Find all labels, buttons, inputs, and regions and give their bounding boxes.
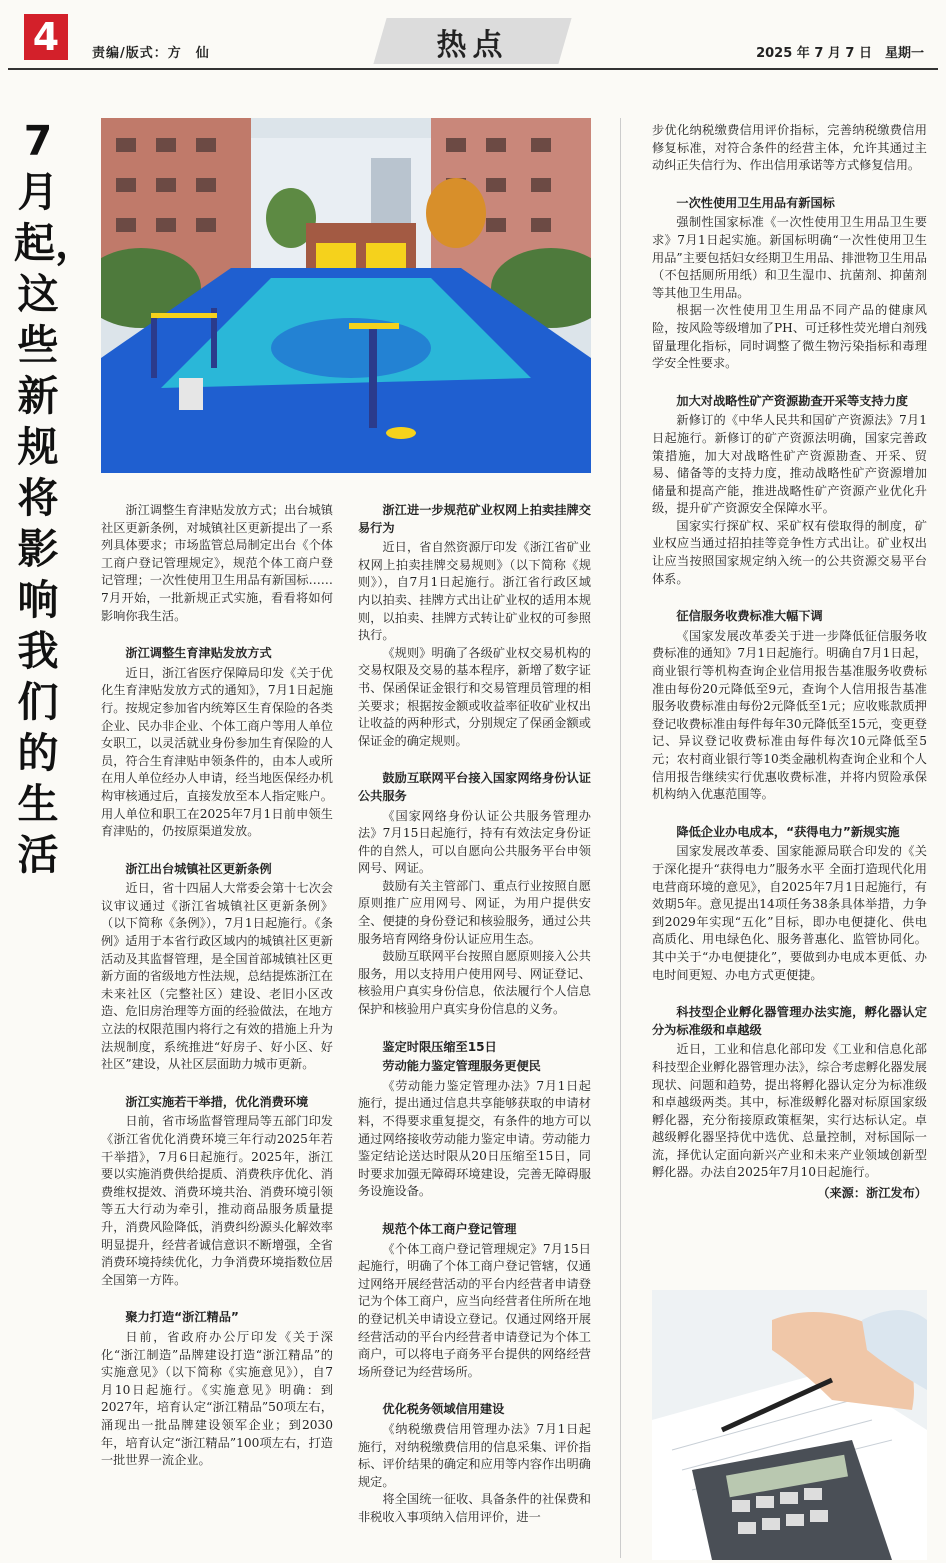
article-paragraph: 《国家发展改革委关于进一步降低征信服务收费标准的通知》7月1日起施行。明确自7月1日起，商业银行等机构查询企业信用报告基准服务收费标准由每份20元降低至9元，查询个人信用报告基准服务收费标准由每份2元降低至1元；应收账款质押登记收费标准由每件每年30元降低至15元，变更登记、异议登记收费标准由每件每次10元降低至5元；农村商业银行等10类金融机构查询企业和个人信用报告继续实行优惠收费标准，并将内贸险承保机构纳入优惠范围等。: [652, 628, 927, 802]
article-paragraph: 《国家网络身份认证公共服务管理办法》7月15日起施行，持有有效法定身份证件的自然人，可以自愿向公共服务平台申领网号、网证。: [358, 808, 591, 876]
headline-char: 这: [17, 270, 59, 318]
headline-char: 些: [17, 321, 59, 369]
calculator-photo: [652, 1290, 927, 1560]
headline-char: 生: [17, 780, 59, 828]
headline-char: 月: [17, 168, 59, 216]
article-heading: 鼓励互联网平台接入国家网络身份认证公共服务: [358, 771, 591, 803]
headline-char: 规: [17, 423, 59, 471]
page-number: 4: [24, 14, 68, 60]
article-heading: 聚力打造“浙江精品”: [125, 1310, 239, 1325]
headline-char: 影: [17, 525, 59, 573]
article-paragraph: 根据一次性使用卫生用品不同产品的健康风险，按风险等级增加了PH、可迁移性荧光增白剂残留量理化指标，同时调整了微生物污染指标和毒理学安全性要求。: [652, 303, 927, 371]
headline-char: 7: [23, 117, 53, 165]
headline-char: 的: [17, 729, 59, 777]
headline-char: 新: [17, 372, 59, 420]
article-subheading: 劳动能力鉴定管理服务更便民: [382, 1059, 541, 1074]
sports-court-photo: [101, 118, 591, 473]
article-heading: 征信服务收费标准大幅下调: [676, 609, 823, 624]
article-heading: 科技型企业孵化器管理办法实施，孵化器认定分为标准级和卓越级: [652, 1005, 927, 1037]
headline: [14, 116, 96, 881]
intro-paragraph: 浙江调整生育津贴发放方式；出台城镇社区更新条例，对城镇社区更新提出了一系列具体要求；市场监管总局制定出台《个体工商户登记管理规定》，规范个体工商户登记管理；一次性使用卫生用品有新国标……7月开始，一批新规正式实施，看看将如何影响你我生活。: [101, 503, 333, 623]
article-heading: 一次性使用卫生用品有新国标: [676, 195, 835, 210]
article-paragraph: 将全国统一征收、具备条件的社保费和非税收入事项纳入信用评价，进一: [358, 1492, 591, 1524]
article-paragraph: 《个体工商户登记管理规定》7月15日起施行，明确了个体工商户登记管辖，仅通过网络开展经营活动的平台内经营者申请登记为个体工商户，应当向经营者住所所在地的登记机关申请设立登记。仅通过网络开展经营活动的平台内经营者申请登记为个体工商户，可以将电子商务平台提供的网络经营场所登记为经营场所。: [358, 1241, 591, 1379]
editor-credit: 责编/版式：方 仙: [92, 46, 210, 61]
issue-date: 2025 年 7 月 7 日 星期一: [756, 46, 924, 61]
article-paragraph: 强制性国家标准《一次性使用卫生用品卫生要求》7月1日起实施。新国标明确“一次性使用卫生用品”主要包括妇女经期卫生用品、排泄物卫生用品（不包括厕所用纸）和卫生湿巾、抗菌剂、抑菌剂等其他卫生用品。: [652, 215, 927, 300]
continued-paragraph: 步优化纳税缴费信用评价指标，完善纳税缴费信用修复标准，对符合条件的经营主体，允许其通过主动纠正失信行为、作出信用承诺等方式修复信用。: [652, 123, 927, 173]
column-1: [101, 502, 333, 1470]
source-credit: （来源：浙江发布）: [817, 1186, 927, 1201]
headline-char: 我: [17, 627, 59, 675]
article-heading: 浙江实施若干举措，优化消费环境: [125, 1094, 309, 1109]
article-paragraph: 鼓励有关主管部门、重点行业按照自愿原则推广应用网号、网证，为用户提供安全、便捷的身份登记和核验服务，通过公共服务培育网络身份认证应用生态。: [358, 878, 591, 946]
article-heading: 浙江出台城镇社区更新条例: [125, 861, 272, 876]
article-heading: 规范个体工商户登记管理: [382, 1221, 517, 1236]
article-paragraph: 《纳税缴费信用管理办法》7月1日起施行，对纳税缴费信用的信息采集、评价指标、评价结果的确定和应用等内容作出明确规定。: [358, 1421, 591, 1489]
article-paragraph: 国家实行探矿权、采矿权有偿取得的制度，矿业权应当通过招拍挂等竞争性方式出让。矿业权出让应当按照国家规定纳入统一的公共资源交易平台体系。: [652, 518, 927, 586]
article-heading: 加大对战略性矿产资源勘查开采等支持力度: [676, 393, 908, 408]
article-heading: 降低企业办电成本，“获得电力”新规实施: [676, 824, 900, 839]
column-divider: [620, 118, 621, 1558]
article-paragraph: 《劳动能力鉴定管理办法》7月1日起施行，提出通过信息共享能够获取的申请材料，不得要求重复提交，有条件的地方可以通过网络接收劳动能力鉴定申请。劳动能力鉴定结论送达时限从20日压缩至15日，同时要求加强无障碍环境建设，完善无障碍服务设施设备。: [358, 1078, 591, 1199]
column-3: [652, 122, 927, 1201]
article-paragraph: 近日，省十四届人大常委会第十七次会议审议通过《浙江省城镇社区更新条例》（以下简称《条例》），7月1日起施行。《条例》适用于本省行政区域内的城镇社区更新活动及其监督管理，是全国首部城镇社区更新方面的省级地方性法规，总结提炼浙江在未来社区（完整社区）建设、老旧小区改造、危旧房治理等方面的经验做法，在地方立法的权限范围内将行之有效的措施上升为法规制度，系统推进“好房子、好小区、好社区”建设，从社区层面助力城市更新。: [101, 881, 333, 1072]
headline-char: 活: [17, 831, 59, 879]
column-2: [358, 502, 591, 1526]
article-heading: 优化税务领域信用建设: [382, 1402, 505, 1417]
headline-char: 响: [17, 576, 59, 624]
article-paragraph: 新修订的《中华人民共和国矿产资源法》7月1日起施行。新修订的矿产资源法明确，国家完善政策措施，加大对战略性矿产资源勘查、开采、贸易、储备等的支持力度，推动战略性矿产资源增加储量和提高产能，推进战略性矿产资源产业优化升级，提升矿产资源安全保障水平。: [652, 413, 927, 516]
article-paragraph: 近日，浙江省医疗保障局印发《关于优化生育津贴发放方式的通知》，7月1日起施行。按规定参加省内统筹区生育保险的各类企业、民办非企业、个体工商户等用人单位女职工，以灵活就业身份参加生育保险的人员，符合生育津贴申领条件的，由本人或所在用人单位经办人申请，经当地医保经办机构审核通过后，直接发放至本人指定账户。用人单位和职工在2025年7月1日前申领生育津贴的，仍按原渠道发放。: [101, 665, 333, 839]
section-title: 热点: [436, 28, 509, 63]
article-paragraph: 国家发展改革委、国家能源局联合印发的《关于深化提升“获得电力”服务水平 全面打造现代化用电营商环境的意见》，自2025年7月1日起施行，有效期5年。意见提出14项任务38条具体举措，力争到2029年实现“五化”目标，即办电便捷化、供电高质化、用电绿色化、服务普惠化、监管协同化。其中关于“办电便捷化”，要做到办电成本更低、办电时间更短、办电方式更便捷。: [652, 844, 927, 982]
article-heading: 浙江进一步规范矿业权网上拍卖挂牌交易行为: [358, 503, 591, 535]
article-paragraph: 近日，工业和信息化部印发《工业和信息化部科技型企业孵化器管理办法》，综合考虑孵化器发展现状、问题和趋势，提出将孵化器认定分为标准级和卓越级两类。其中，标准级孵化器对标原国家级孵化器，充分衔接原政策框架，实行达标认定。卓越级孵化器坚持优中选优、总量控制，对标国际一流，择优认定面向新兴产业和未来产业领域创新型孵化器。办法自2025年7月10日起施行。: [652, 1042, 927, 1180]
header-rule: [8, 68, 938, 70]
headline-char: 们: [17, 678, 59, 726]
headline-char: 起，: [14, 219, 96, 267]
article-paragraph: 日前，省政府办公厅印发《关于深化“浙江制造”品牌建设打造“浙江精品”的实施意见》（以下简称《实施意见》），自7月10日起施行。《实施意见》明确：到2027年，培育认定“浙江精品”50项左右，涌现出一批品牌建设领军企业；到2030年，培育认定“浙江精品”100项左右，打造一批世界一流企业。: [101, 1329, 333, 1468]
article-paragraph: 近日，省自然资源厅印发《浙江省矿业权网上拍卖挂牌交易规则》（以下简称《规则》），自7月1日起施行。浙江省行政区域内以拍卖、挂牌方式出让矿业权的适用本规则，以拍卖、挂牌方式转让矿业权的可参照执行。: [358, 540, 591, 643]
article-paragraph: 鼓励互联网平台按照自愿原则接入公共服务，用以支持用户使用网号、网证登记、核验用户真实身份信息，依法履行个人信息保护和核验用户真实身份信息的义务。: [358, 949, 591, 1017]
article-paragraph: 《规则》明确了各级矿业权交易机构的交易权限及交易的基本程序，新增了数字证书、保函保证金银行和交易管理员管理的相关要求；根据按金额或收益率征收矿业权出让收益的两种形式，分别规定了保函金额或保证金的确定规则。: [358, 645, 591, 748]
article-paragraph: 日前，省市场监督管理局等五部门印发《浙江省优化消费环境三年行动2025年若干举措》，7月6日起施行。2025年，浙江要以实施消费供给提质、消费秩序优化、消费维权提效、消费环境共治、消费环境引领等五大行动为牵引，推动商品服务质量提升，消费风险降低，消费纠纷源头化解效率明显提升，经营者诚信意识不断增强，全省消费环境持续优化，力争消费环境指数位居全国第一方阵。: [101, 1114, 333, 1287]
page-header: [0, 0, 946, 68]
article-heading: 鉴定时限压缩至15日: [382, 1039, 497, 1054]
article-heading: 浙江调整生育津贴发放方式: [125, 646, 272, 661]
headline-char: 将: [17, 474, 59, 522]
